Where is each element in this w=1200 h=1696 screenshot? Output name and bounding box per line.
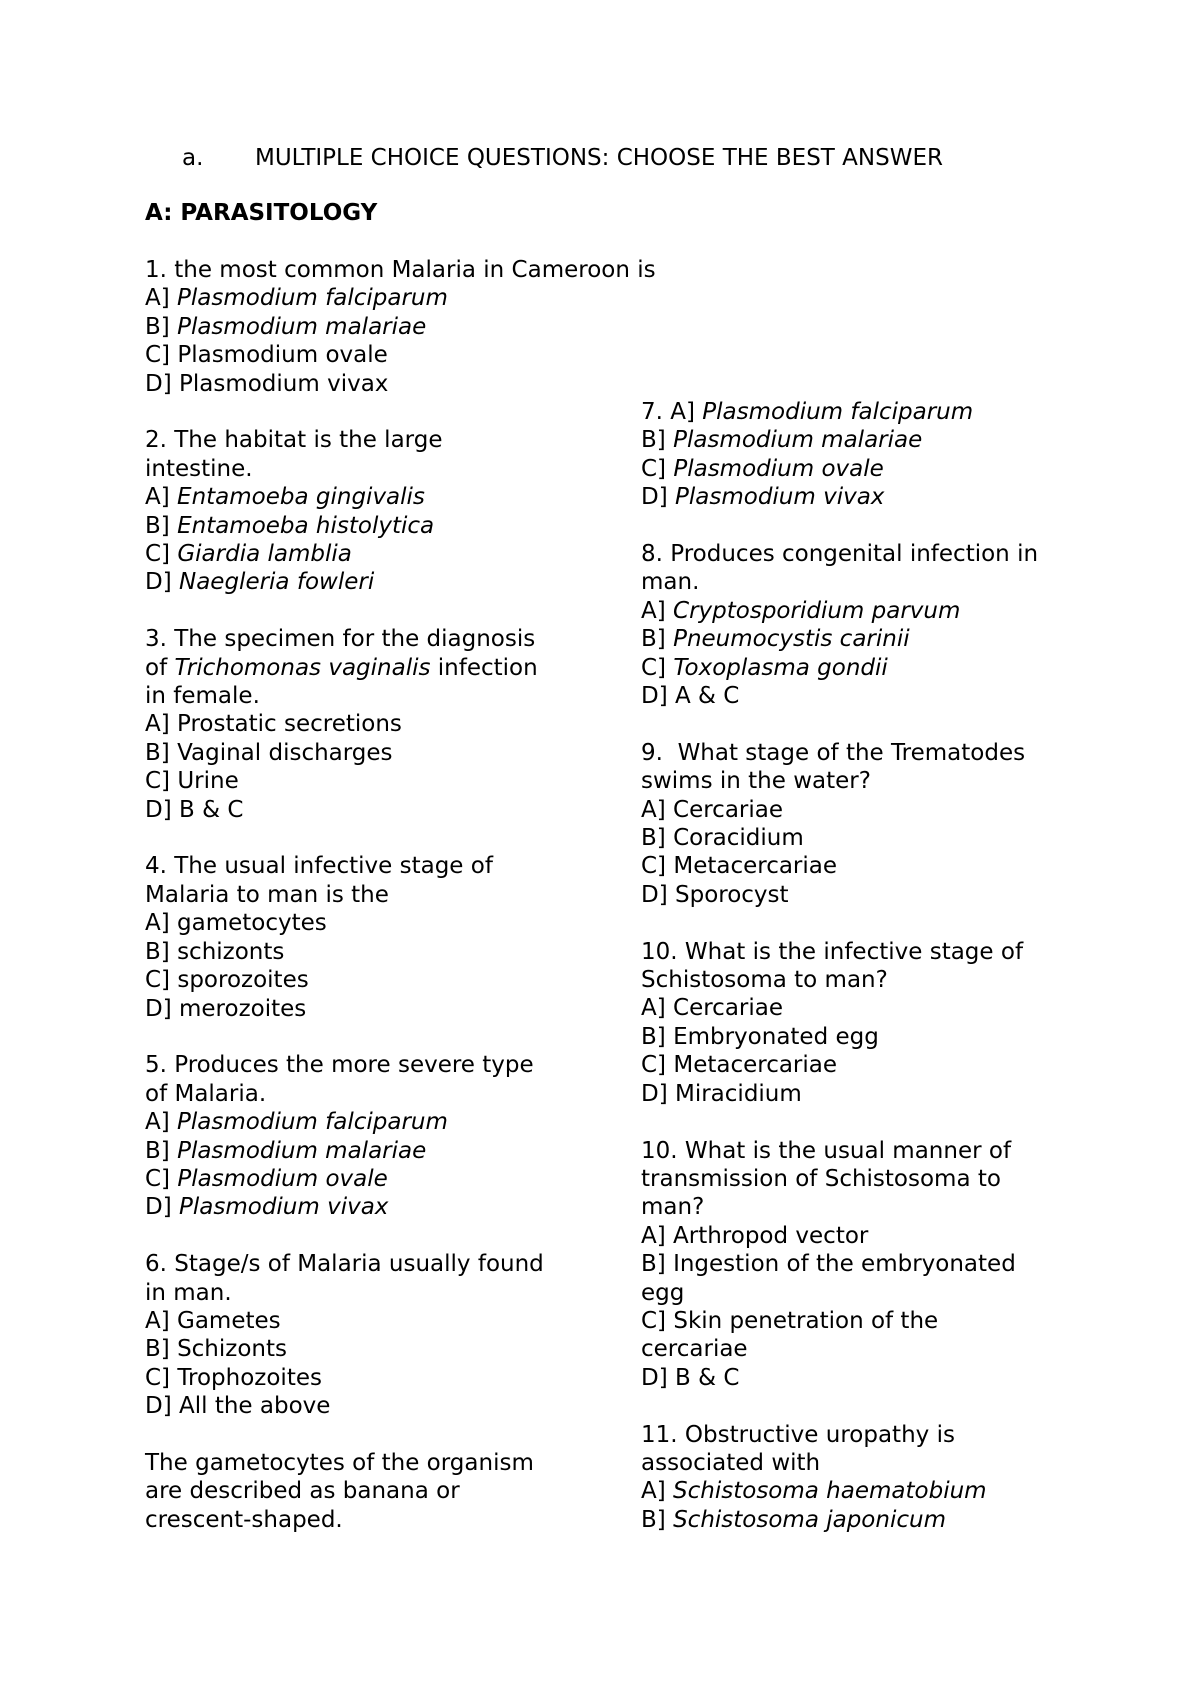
option-a [145, 483, 595, 511]
option-b: B] Embryonated egg [641, 1023, 879, 1050]
option-text: Plasmodium ovale [673, 455, 884, 482]
option-b: B] Ingestion of the embryonated [641, 1251, 1016, 1278]
question-text: swims in the water? [641, 768, 871, 795]
option-c [641, 654, 1071, 682]
question-6 [145, 1250, 595, 1420]
question-text: man. [641, 569, 700, 596]
organism-name: Trichomonas vaginalis [174, 654, 431, 681]
question-text: associated with [641, 1449, 821, 1476]
option-c: C] Skin penetration of the [641, 1307, 939, 1334]
option-a: A] gametocytes [145, 910, 327, 937]
option-prefix: D] [641, 484, 675, 511]
option-prefix: B] [145, 512, 178, 539]
option-d: D] A & C [641, 683, 740, 710]
option-c: C] Metacercariae [641, 853, 838, 880]
question-text: in female. [145, 683, 260, 710]
option-prefix: A] [145, 484, 178, 511]
option-b [641, 625, 1071, 653]
question-text: crescent-shaped. [145, 1506, 343, 1533]
option-prefix: B] [641, 626, 674, 653]
question-text: intestine. [145, 455, 253, 482]
option-a [145, 284, 595, 312]
question-7 [641, 398, 1071, 512]
question-text: transmission of Schistosoma to [641, 1165, 1001, 1192]
option-prefix: A] [145, 1109, 178, 1136]
option-a [641, 398, 1071, 426]
question-text: 5. Produces the more severe type [145, 1052, 534, 1079]
right-column [641, 398, 1071, 1563]
question-text-part: of [145, 654, 175, 681]
question-text: 11. Obstructive uropathy is [641, 1421, 955, 1448]
option-c [145, 540, 595, 568]
option-b-cont: egg [641, 1279, 685, 1306]
option-text: Plasmodium falciparum [177, 1109, 448, 1136]
option-prefix: A] [145, 285, 178, 312]
option-d: D] B & C [641, 1364, 740, 1391]
section-title: A: PARASITOLOGY [145, 200, 378, 226]
option-text: Plasmodium falciparum [177, 285, 448, 312]
option-b [641, 426, 1071, 454]
option-c: C] Trophozoites [145, 1364, 322, 1391]
option-text: Toxoplasma gondii [673, 654, 888, 681]
question-text: 10. What is the infective stage of [641, 938, 1024, 965]
option-b [145, 313, 595, 341]
option-d: D] merozoites [145, 995, 307, 1022]
option-b: B] Schizonts [145, 1336, 287, 1363]
question-9 [641, 739, 1071, 909]
option-c [641, 455, 1071, 483]
option-prefix: C] [641, 654, 674, 681]
option-text: Plasmodium vivax [675, 484, 885, 511]
option-prefix: C] [145, 541, 178, 568]
option-c: C] Metacercariae [641, 1052, 838, 1079]
option-c: C] Urine [145, 768, 239, 795]
option-text: Plasmodium ovale [177, 1165, 388, 1192]
question-2 [145, 426, 595, 596]
question-3 [145, 625, 595, 824]
option-b: B] schizonts [145, 938, 285, 965]
option-d [145, 568, 595, 596]
question-4 [145, 852, 595, 1022]
option-text: Schistosoma haematobium [673, 1478, 987, 1505]
option-prefix: B] [145, 313, 178, 340]
option-prefix: D] [145, 569, 179, 596]
option-c: C] Plasmodium ovale [145, 342, 388, 369]
question-text: 6. Stage/s of Malaria usually found [145, 1251, 544, 1278]
question-5 [145, 1051, 595, 1221]
option-text: Plasmodium malariae [177, 1137, 427, 1164]
option-text: Entamoeba histolytica [177, 512, 435, 539]
option-a: A] Cercariae [641, 995, 784, 1022]
option-b [641, 1506, 1071, 1534]
question-text: Malaria to man is the [145, 881, 389, 908]
question-1 [145, 256, 656, 398]
heading-letter: a. [182, 145, 204, 171]
option-b [145, 1137, 595, 1165]
question-text: 1. the most common Malaria in Cameroon is [145, 257, 656, 283]
option-text: Entamoeba gingivalis [177, 484, 425, 511]
heading-title: MULTIPLE CHOICE QUESTIONS: CHOOSE THE BEST ANSWER [255, 145, 943, 171]
option-b: B] Coracidium [641, 825, 804, 852]
option-prefix: D] [145, 1194, 179, 1221]
option-text: Plasmodium vivax [179, 1194, 389, 1221]
option-a [641, 597, 1071, 625]
option-d: D] Plasmodium vivax [145, 370, 389, 397]
question-text: 4. The usual infective stage of [145, 853, 493, 880]
question-text: 3. The specimen for the diagnosis [145, 626, 536, 653]
question-text-part: infection [430, 654, 538, 681]
option-c [145, 1165, 595, 1193]
option-d [145, 1193, 595, 1221]
question-text: of Malaria. [145, 1080, 267, 1107]
option-d: D] All the above [145, 1393, 331, 1420]
question-text: are described as banana or [145, 1478, 460, 1505]
option-text: Plasmodium falciparum [702, 399, 974, 425]
option-prefix: C] [641, 455, 674, 482]
option-b: B] Vaginal discharges [145, 739, 393, 766]
option-a: A] Prostatic secretions [145, 711, 402, 738]
question-text: man? [641, 1194, 705, 1221]
left-column [145, 256, 656, 1563]
option-a: A] Arthropod vector [641, 1222, 869, 1249]
option-prefix: C] [145, 1165, 178, 1192]
option-a: A] Cercariae [641, 796, 784, 823]
question-10a [641, 938, 1071, 1108]
option-a [145, 1108, 595, 1136]
question-text: Schistosoma to man? [641, 967, 888, 994]
option-d: D] Miracidium [641, 1080, 802, 1107]
option-prefix: A] [641, 1478, 674, 1505]
option-text: Plasmodium malariae [177, 313, 427, 340]
option-d: D] Sporocyst [641, 881, 789, 908]
question-text: in man. [145, 1279, 232, 1306]
question-11 [641, 1421, 1071, 1535]
option-prefix: B] [641, 427, 674, 454]
question-text: The gametocytes of the organism [145, 1449, 534, 1476]
question-text: 9. What stage of the Trematodes [641, 739, 1026, 766]
option-text: Plasmodium malariae [673, 427, 923, 454]
question-text: 10. What is the usual manner of [641, 1137, 1012, 1164]
option-prefix: B] [145, 1137, 178, 1164]
option-text: Cryptosporidium parvum [673, 597, 961, 624]
option-a: A] Gametes [145, 1307, 281, 1334]
question-10b [641, 1137, 1071, 1393]
option-d: D] B & C [145, 796, 244, 823]
question-text: 8. Produces congenital infection in [641, 541, 1039, 568]
option-text: Giardia lamblia [177, 541, 352, 568]
option-prefix: A] [641, 597, 674, 624]
option-text: Naegleria fowleri [179, 569, 375, 596]
option-text: Pneumocystis carinii [673, 626, 910, 653]
option-c: C] sporozoites [145, 967, 309, 994]
option-prefix: 7. A] [641, 399, 703, 425]
option-a [641, 1477, 1071, 1505]
option-b [145, 512, 595, 540]
option-prefix: B] [641, 1506, 674, 1533]
question-text [145, 654, 595, 682]
question-8 [641, 540, 1071, 710]
question-text: 2. The habitat is the large [145, 427, 443, 454]
option-d [641, 483, 1071, 511]
option-c-cont: cercariae [641, 1336, 748, 1363]
option-text: Schistosoma japonicum [673, 1506, 946, 1533]
question-7-stem [145, 1449, 595, 1534]
